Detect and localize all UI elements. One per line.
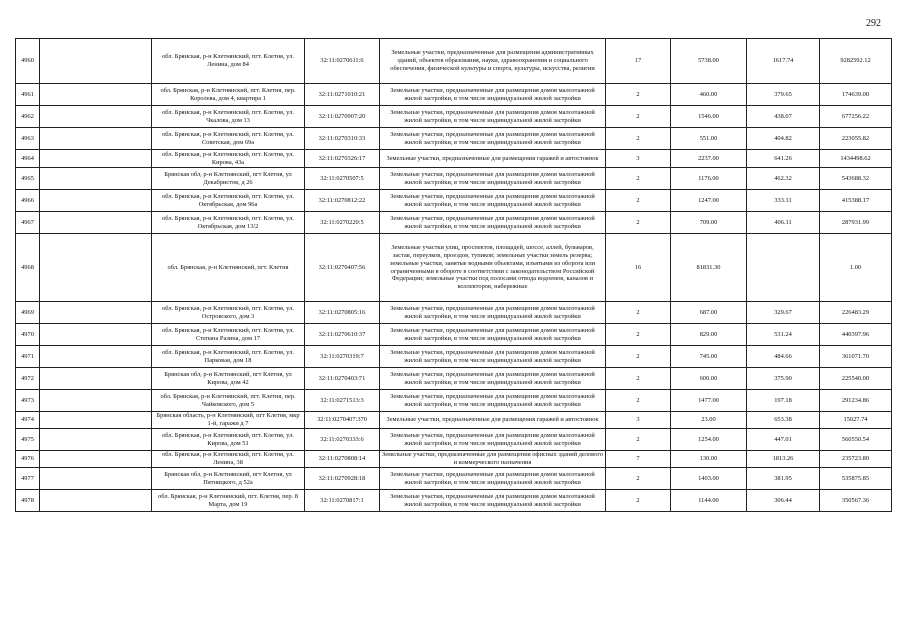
specific-value-cell: 641.26 (747, 150, 820, 168)
cadastral-number-cell: 32:11:0270805:16 (305, 302, 380, 324)
cadastral-number-cell: 32:11:0270812:22 (305, 190, 380, 212)
address-cell: обл. Брянская, р-н Клетнянский, пгт. Клетня, ул. Островского, дом 3 (152, 302, 305, 324)
land-use-cell: Земельные участки, предназначенные для размещения домов малоэтажной жилой застройки, в том числе индивидуальной жилой застройки (380, 429, 606, 451)
land-use-cell: Земельные участки улиц, проспектов, площадей, шоссе, аллей, бульваров, застав, переулков, проездов, тупиков; земельные участки земель резерва; земельные участки, занятые водными объектами, изъятыми из оборота или ограниченными в обороте в соответствии с законодательством Российской Федерации; земельные участки под полосами отвода водоемов, каналов и коллекторов, набережные (380, 234, 606, 302)
area-cell: 460.00 (671, 84, 747, 106)
address-cell: обл. Брянская, р-н Клетнянский, пгт. Клетня, пер. 8 Марта, дом 19 (152, 490, 305, 512)
group-code-cell: 2 (606, 368, 671, 390)
land-use-cell: Земельные участки, предназначенные для размещения домов малоэтажной жилой застройки, в том числе индивидуальной жилой застройки (380, 128, 606, 150)
area-cell: 130.00 (671, 451, 747, 468)
cadastral-value-cell: 361071.70 (820, 346, 892, 368)
address-cell: обл. Брянская, р-н Клетнянский, пгт. Клетня, ул. Октябрьская, дом 13/2 (152, 212, 305, 234)
land-use-cell: Земельные участки, предназначенные для размещения гаражей и автостоянок (380, 150, 606, 168)
spacer-cell (40, 39, 152, 84)
cadastral-value-cell: 535875.85 (820, 468, 892, 490)
specific-value-cell: 375.90 (747, 368, 820, 390)
area-cell: 687.00 (671, 302, 747, 324)
row-number: 4968 (16, 234, 40, 302)
area-cell: 1144.00 (671, 490, 747, 512)
land-use-cell: Земельные участки, предназначенные для размещения домов малоэтажной жилой застройки, в том числе индивидуальной жилой застройки (380, 212, 606, 234)
area-cell: 23.00 (671, 412, 747, 429)
spacer-cell (40, 324, 152, 346)
area-cell: 1477.00 (671, 390, 747, 412)
cadastral-value-cell: 415388.17 (820, 190, 892, 212)
address-cell: обл. Брянская, р-н Клетнянский, пгт. Клетня, пер. Чайковского, дом 5 (152, 390, 305, 412)
cadastral-registry-table (15, 38, 892, 512)
table-row (16, 39, 892, 84)
row-number: 4961 (16, 84, 40, 106)
land-use-cell: Земельные участки, предназначенные для размещения домов малоэтажной жилой застройки, в том числе индивидуальной жилой застройки (380, 168, 606, 190)
group-code-cell: 2 (606, 128, 671, 150)
land-use-cell: Земельные участки, предназначенные для размещения домов малоэтажной жилой застройки, в том числе индивидуальной жилой застройки (380, 490, 606, 512)
row-number: 4971 (16, 346, 40, 368)
address-cell: обл. Брянская, р-н Клетнянский, пгт. Клетня, ул. Кирова, дом 51 (152, 429, 305, 451)
group-code-cell: 2 (606, 390, 671, 412)
group-code-cell: 3 (606, 150, 671, 168)
row-number: 4978 (16, 490, 40, 512)
table-row (16, 390, 892, 412)
row-number: 4970 (16, 324, 40, 346)
area-cell: 745.00 (671, 346, 747, 368)
row-number: 4969 (16, 302, 40, 324)
land-use-cell: Земельные участки, предназначенные для размещения административных зданий, объектов образования, науки, здравоохранения и социального обеспечения, физической культуры и спорта, культуры, искусства, религии (380, 39, 606, 84)
specific-value-cell: 404.82 (747, 128, 820, 150)
specific-value-cell: 484.66 (747, 346, 820, 368)
land-use-cell: Земельные участки, предназначенные для размещения домов малоэтажной жилой застройки, в том числе индивидуальной жилой застройки (380, 302, 606, 324)
specific-value-cell: 1813.26 (747, 451, 820, 468)
cadastral-value-cell: 225540.00 (820, 368, 892, 390)
cadastral-number-cell: 32:11:0271010:21 (305, 84, 380, 106)
specific-value-cell: 333.11 (747, 190, 820, 212)
cadastral-value-cell: 350567.36 (820, 490, 892, 512)
table-row (16, 212, 892, 234)
cadastral-number-cell: 32:11:0271513:3 (305, 390, 380, 412)
address-cell: Брянская обл, р-н Клетнянский, пгт Клетня, ул Пятницкого, д 52а (152, 468, 305, 490)
land-use-cell: Земельные участки, предназначенные для размещения домов малоэтажной жилой застройки, в том числе индивидуальной жилой застройки (380, 106, 606, 128)
group-code-cell: 7 (606, 451, 671, 468)
specific-value-cell: 438.07 (747, 106, 820, 128)
table-row (16, 451, 892, 468)
land-use-cell: Земельные участки, предназначенные для размещения гаражей и автостоянок (380, 412, 606, 429)
cadastral-number-cell: 32:11:0270310:33 (305, 128, 380, 150)
row-number: 4976 (16, 451, 40, 468)
area-cell: 2237.00 (671, 150, 747, 168)
group-code-cell: 2 (606, 106, 671, 128)
land-use-cell: Земельные участки, предназначенные для размещения домов малоэтажной жилой застройки, в том числе индивидуальной жилой застройки (380, 390, 606, 412)
cadastral-value-cell: 543688.32 (820, 168, 892, 190)
address-cell: обл. Брянская, р-н Клетнянский, пгт. Клетня, ул. Октябрьская, дом 96а (152, 190, 305, 212)
land-use-cell: Земельные участки, предназначенные для размещения домов малоэтажной жилой застройки, в том числе индивидуальной жилой застройки (380, 346, 606, 368)
row-number: 4963 (16, 128, 40, 150)
cadastral-value-cell: 235723.80 (820, 451, 892, 468)
address-cell: Брянская область, р-н Клетнянский, пгт Клетня, мкр 1-й, гаражи д 7 (152, 412, 305, 429)
cadastral-value-cell: 560550.54 (820, 429, 892, 451)
spacer-cell (40, 468, 152, 490)
spacer-cell (40, 346, 152, 368)
area-cell: 1247.00 (671, 190, 747, 212)
spacer-cell (40, 490, 152, 512)
group-code-cell: 2 (606, 212, 671, 234)
specific-value-cell: 379.65 (747, 84, 820, 106)
address-cell: обл. Брянская, р-н Клетнянский, пгт. Клетня (152, 234, 305, 302)
specific-value-cell: 1617.74 (747, 39, 820, 84)
group-code-cell: 2 (606, 490, 671, 512)
specific-value-cell: 531.24 (747, 324, 820, 346)
cadastral-number-cell: 32:11:0270319:7 (305, 346, 380, 368)
table-row (16, 234, 892, 302)
table-row (16, 346, 892, 368)
cadastral-number-cell: 32:11:0270220:5 (305, 212, 380, 234)
cadastral-number-cell: 32:11:0270928:18 (305, 468, 380, 490)
row-number: 4972 (16, 368, 40, 390)
address-cell: обл. Брянская, р-н Клетнянский, пгт. Клетня, ул. Парковая, дом 18 (152, 346, 305, 368)
spacer-cell (40, 84, 152, 106)
specific-value-cell: 462.32 (747, 168, 820, 190)
table-row (16, 429, 892, 451)
row-number: 4973 (16, 390, 40, 412)
specific-value-cell (747, 234, 820, 302)
cadastral-number-cell: 32:11:0270333:6 (305, 429, 380, 451)
table-row (16, 468, 892, 490)
address-cell: обл. Брянская, р-н Клетнянский, пгт. Клетня, ул. Советская, дом 69а (152, 128, 305, 150)
table-row (16, 106, 892, 128)
cadastral-number-cell: 32:11:0270817:1 (305, 490, 380, 512)
table-row (16, 168, 892, 190)
group-code-cell: 16 (606, 234, 671, 302)
table-row (16, 412, 892, 429)
group-code-cell: 2 (606, 346, 671, 368)
row-number: 4967 (16, 212, 40, 234)
cadastral-number-cell: 32:11:0270611:6 (305, 39, 380, 84)
area-cell: 5738.00 (671, 39, 747, 84)
spacer-cell (40, 412, 152, 429)
specific-value-cell: 197.18 (747, 390, 820, 412)
row-number: 4960 (16, 39, 40, 84)
specific-value-cell: 306.44 (747, 490, 820, 512)
address-cell: обл. Брянская, р-н Клетнянский, пгт. Клетня, ул. Чкалова, дом 13 (152, 106, 305, 128)
spacer-cell (40, 234, 152, 302)
area-cell: 1254.00 (671, 429, 747, 451)
cadastral-value-cell: 9282592.12 (820, 39, 892, 84)
row-number: 4964 (16, 150, 40, 168)
group-code-cell: 2 (606, 468, 671, 490)
cadastral-value-cell: 1.00 (820, 234, 892, 302)
row-number: 4977 (16, 468, 40, 490)
cadastral-number-cell: 32:11:0270407:370 (305, 412, 380, 429)
spacer-cell (40, 429, 152, 451)
area-cell: 81831.30 (671, 234, 747, 302)
area-cell: 600.00 (671, 368, 747, 390)
group-code-cell: 2 (606, 429, 671, 451)
cadastral-value-cell: 287931.99 (820, 212, 892, 234)
cadastral-number-cell: 32:11:0270507:5 (305, 168, 380, 190)
table-row (16, 302, 892, 324)
table-row (16, 128, 892, 150)
address-cell: обл. Брянская, р-н Клетнянский, пгт. Клетня, ул. Ленина, 38 (152, 451, 305, 468)
land-use-cell: Земельные участки, предназначенные для размещения домов малоэтажной жилой застройки, в том числе индивидуальной жилой застройки (380, 190, 606, 212)
table-row (16, 368, 892, 390)
spacer-cell (40, 150, 152, 168)
page-number: 292 (866, 18, 881, 29)
land-use-cell: Земельные участки, предназначенные для размещения офисных зданий делового и коммерческого назначения (380, 451, 606, 468)
spacer-cell (40, 302, 152, 324)
table-row (16, 84, 892, 106)
area-cell: 709.00 (671, 212, 747, 234)
group-code-cell: 2 (606, 302, 671, 324)
land-use-cell: Земельные участки, предназначенные для размещения домов малоэтажной жилой застройки, в том числе индивидуальной жилой застройки (380, 324, 606, 346)
cadastral-value-cell: 677256.22 (820, 106, 892, 128)
cadastral-number-cell: 32:11:0270403:71 (305, 368, 380, 390)
row-number: 4974 (16, 412, 40, 429)
area-cell: 551.00 (671, 128, 747, 150)
specific-value-cell: 447.01 (747, 429, 820, 451)
spacer-cell (40, 390, 152, 412)
row-number: 4966 (16, 190, 40, 212)
cadastral-value-cell: 223055.82 (820, 128, 892, 150)
cadastral-value-cell: 291234.86 (820, 390, 892, 412)
table-row (16, 150, 892, 168)
cadastral-value-cell: 15027.74 (820, 412, 892, 429)
spacer-cell (40, 106, 152, 128)
cadastral-value-cell: 226483.29 (820, 302, 892, 324)
specific-value-cell: 653.38 (747, 412, 820, 429)
spacer-cell (40, 212, 152, 234)
table-row (16, 490, 892, 512)
cadastral-number-cell: 32:11:0270808:14 (305, 451, 380, 468)
group-code-cell: 2 (606, 168, 671, 190)
specific-value-cell: 381.95 (747, 468, 820, 490)
table-row (16, 190, 892, 212)
area-cell: 829.00 (671, 324, 747, 346)
area-cell: 1403.00 (671, 468, 747, 490)
spacer-cell (40, 128, 152, 150)
group-code-cell: 3 (606, 412, 671, 429)
specific-value-cell: 329.67 (747, 302, 820, 324)
cadastral-value-cell: 440397.96 (820, 324, 892, 346)
address-cell: обл. Брянская, р-н Клетнянский, пгт. Клетня, ул. Ленина, дом 84 (152, 39, 305, 84)
cadastral-number-cell: 32:11:0270326:17 (305, 150, 380, 168)
land-use-cell: Земельные участки, предназначенные для размещения домов малоэтажной жилой застройки, в том числе индивидуальной жилой застройки (380, 468, 606, 490)
group-code-cell: 2 (606, 190, 671, 212)
address-cell: обл. Брянская, р-н Клетнянский, пгт. Клетня, ул. Степана Разина, дом 17 (152, 324, 305, 346)
address-cell: обл. Брянская, р-н Клетнянский, пгт. Клетня, пер. Королева, дом 4, квартира 1 (152, 84, 305, 106)
area-cell: 1546.00 (671, 106, 747, 128)
row-number: 4975 (16, 429, 40, 451)
group-code-cell: 2 (606, 84, 671, 106)
row-number: 4962 (16, 106, 40, 128)
cadastral-value-cell: 174639.00 (820, 84, 892, 106)
specific-value-cell: 406.11 (747, 212, 820, 234)
spacer-cell (40, 190, 152, 212)
land-use-cell: Земельные участки, предназначенные для размещения домов малоэтажной жилой застройки, в том числе индивидуальной жилой застройки (380, 84, 606, 106)
group-code-cell: 2 (606, 324, 671, 346)
cadastral-number-cell: 32:11:0270610:37 (305, 324, 380, 346)
spacer-cell (40, 368, 152, 390)
address-cell: Брянская обл, р-н Клетнянский, пгт Клетня, ул Кирова, дом 42 (152, 368, 305, 390)
cadastral-value-cell: 1434498.62 (820, 150, 892, 168)
land-use-cell: Земельные участки, предназначенные для размещения домов малоэтажной жилой застройки, в том числе индивидуальной жилой застройки (380, 368, 606, 390)
address-cell: Брянская обл, р-н Клетнянский, пгт Клетня, ул Декабристов, д 26 (152, 168, 305, 190)
address-cell: обл. Брянская, р-н Клетнянский, пгт. Клетня, ул. Кирова, 43а (152, 150, 305, 168)
spacer-cell (40, 451, 152, 468)
cadastral-number-cell: 32:11:0270407:56 (305, 234, 380, 302)
group-code-cell: 17 (606, 39, 671, 84)
table-body (16, 39, 892, 512)
cadastral-number-cell: 32:11:0270907:20 (305, 106, 380, 128)
row-number: 4965 (16, 168, 40, 190)
area-cell: 1176.00 (671, 168, 747, 190)
table-row (16, 324, 892, 346)
spacer-cell (40, 168, 152, 190)
